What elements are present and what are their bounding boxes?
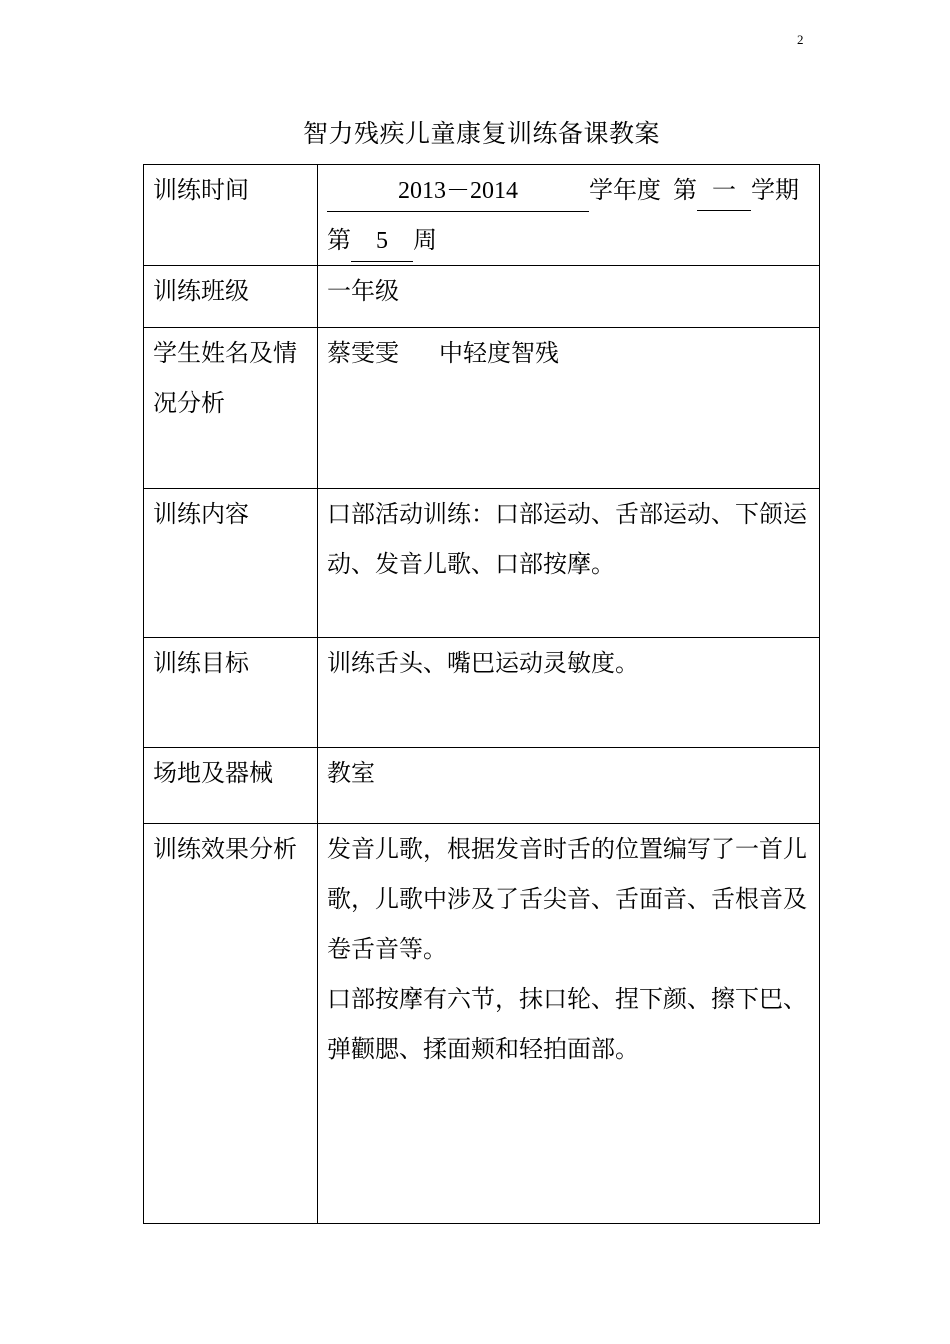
label-student: 学生姓名及情况分析 — [144, 328, 318, 489]
value-student — [318, 328, 820, 489]
lesson-plan-table — [143, 164, 820, 1224]
value-training-goal: 训练舌头、嘴巴运动灵敏度。 — [318, 638, 820, 748]
value-training-time — [318, 165, 820, 266]
table-row-training-class — [144, 266, 820, 328]
school-year-suffix: 学年度 — [589, 176, 661, 204]
week-suffix: 周 — [413, 226, 437, 254]
value-training-content: 口部活动训练：口部运动、舌部运动、下颌运动、发音儿歌、口部按摩。 — [318, 489, 820, 638]
value-training-class: 一年级 — [318, 266, 820, 328]
table-row-venue — [144, 748, 820, 824]
label-training-class: 训练班级 — [144, 266, 318, 328]
analysis-paragraph: 口部按摩有六节，抹口轮、捏下颜、擦下巴、弹颧腮、揉面颊和轻拍面部。 — [327, 985, 807, 1063]
table-row-training-content — [144, 489, 820, 638]
value-venue: 教室 — [318, 748, 820, 824]
student-name: 蔡雯雯 — [327, 339, 399, 367]
page-number: 2 — [797, 32, 804, 47]
table-row-effect-analysis — [144, 824, 820, 1224]
label-effect-analysis: 训练效果分析 — [144, 824, 318, 1224]
semester-prefix: 第 — [673, 176, 697, 204]
table-row-training-time — [144, 165, 820, 266]
semester-field: 一 — [697, 170, 751, 211]
student-condition: 中轻度智残 — [439, 339, 559, 367]
school-year-field: 2013－2014 — [327, 171, 589, 212]
analysis-paragraph: 发音儿歌，根据发音时舌的位置编写了一首儿歌，儿歌中涉及了舌尖音、舌面音、舌根音及卷舌音等。 — [327, 835, 807, 963]
week-prefix: 第 — [327, 226, 351, 254]
document-title: 智力残疾儿童康复训练备课教案 — [302, 119, 660, 148]
label-training-time: 训练时间 — [144, 165, 318, 266]
semester-suffix: 学期 — [751, 176, 799, 204]
value-effect-analysis — [318, 824, 820, 1224]
label-training-content: 训练内容 — [144, 489, 318, 638]
label-training-goal: 训练目标 — [144, 638, 318, 748]
table-row-training-goal — [144, 638, 820, 748]
table-row-student — [144, 328, 820, 489]
label-venue: 场地及器械 — [144, 748, 318, 824]
week-field: 5 — [351, 221, 413, 262]
